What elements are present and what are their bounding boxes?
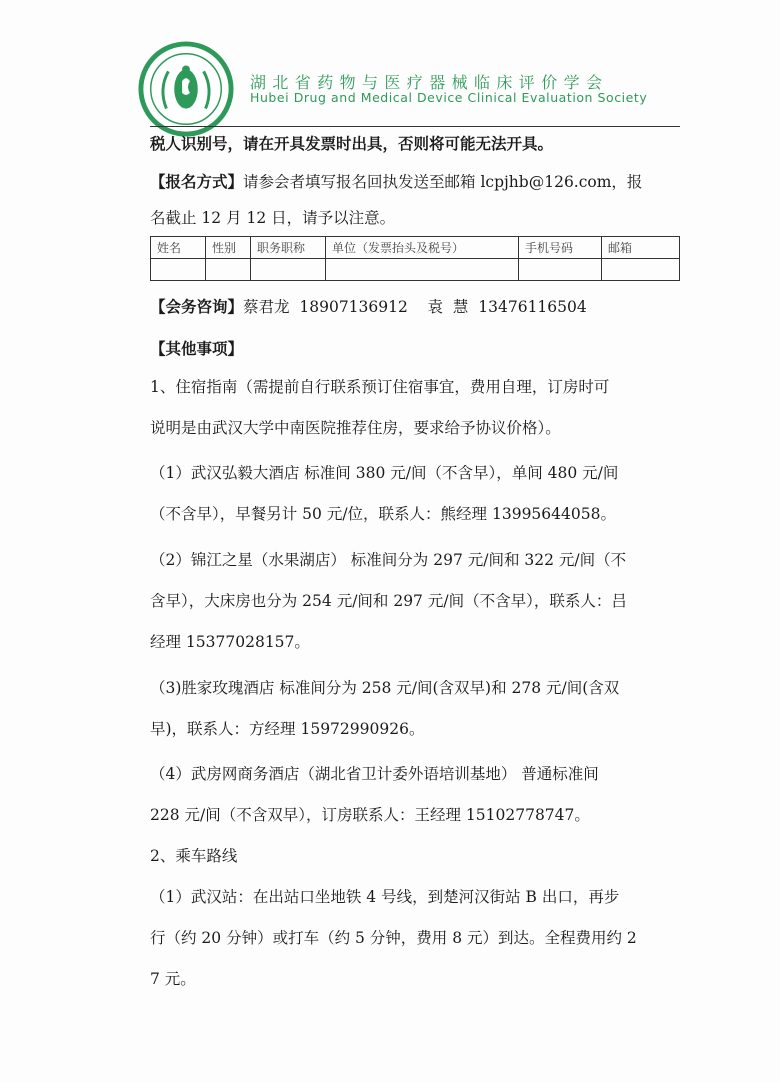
other-line: （1）武汉弘毅大酒店 标准间 380 元/间（不含早），单间 480 元/间 xyxy=(150,464,619,482)
table-cell xyxy=(326,259,519,281)
registration-title: 【报名方式】 xyxy=(150,173,244,191)
table-header-cell: 手机号码 xyxy=(519,237,602,259)
table-cell xyxy=(602,259,680,281)
letterhead xyxy=(0,0,780,130)
other-title: 【其他事项】 xyxy=(150,340,244,358)
table-header-cell: 邮箱 xyxy=(602,237,680,259)
other-line: 经理 15377028157。 xyxy=(150,633,310,651)
other-line: （2）锦江之星（水果湖店） 标准间分为 297 元/间和 322 元/间（不 xyxy=(150,551,627,569)
other-line: 228 元/间（不含双早），订房联系人：王经理 15102778747。 xyxy=(150,806,590,824)
other-items xyxy=(150,375,695,991)
table-cell xyxy=(206,259,251,281)
other-line: （1）武汉站：在出站口坐地铁 4 号线，到楚河汉街站 B 出口，再步 xyxy=(150,888,620,906)
table-header-cell: 职务职称 xyxy=(251,237,326,259)
other-line: 行（约 20 分钟）或打车（约 5 分钟，费用 8 元）到达。全程费用约 2 xyxy=(150,929,637,947)
society-logo-icon xyxy=(137,40,235,138)
other-line: 早)，联系人：方经理 15972990926。 xyxy=(150,720,425,738)
table-header-cell: 性别 xyxy=(206,237,251,259)
document-body xyxy=(150,132,695,991)
other-line: 说明是由武汉大学中南医院推荐住房，要求给予协议价格）。 xyxy=(150,419,561,437)
table-header-cell: 单位（发票抬头及税号） xyxy=(326,237,519,259)
header-divider xyxy=(150,126,680,127)
registration-text-2: 名截止 12 月 12 日，请予以注意。 xyxy=(150,209,396,227)
other-line: （3)胜家玫瑰酒店 标准间分为 258 元/间(含双早)和 278 元/间(含双 xyxy=(150,679,620,697)
org-name-en: Hubei Drug and Medical Device Clinical Evaluation Society xyxy=(250,90,648,105)
table-row xyxy=(151,259,680,281)
table-header-row xyxy=(151,237,680,259)
registration-line-1 xyxy=(150,170,695,194)
other-line: 7 元。 xyxy=(150,970,196,988)
other-line: （4）武房网商务酒店（湖北省卫计委外语培训基地） 普通标准间 xyxy=(150,765,599,783)
registration-text-1: 请参会者填写报名回执发送至邮箱 lcpjhb@126.com，报 xyxy=(243,173,643,191)
other-line: 2、乘车路线 xyxy=(150,847,238,865)
consult-title: 【会务咨询】 xyxy=(150,298,244,316)
table-header-cell: 姓名 xyxy=(151,237,206,259)
table-cell xyxy=(519,259,602,281)
table-cell xyxy=(151,259,206,281)
tax-note: 税人识别号，请在开具发票时出具，否则将可能无法开具。 xyxy=(150,134,554,153)
org-name-cn: 湖北省药物与医疗器械临床评价学会 xyxy=(250,73,609,92)
consult-line xyxy=(150,295,695,319)
table-cell xyxy=(251,259,326,281)
registration-table xyxy=(150,236,680,281)
other-line: 含早），大床房也分为 254 元/间和 297 元/间（不含早），联系人：吕 xyxy=(150,592,627,610)
other-line: （不含早），早餐另计 50 元/位，联系人：熊经理 13995644058。 xyxy=(150,505,616,523)
consult-contacts: 蔡君龙 18907136912 袁 慧 13476116504 xyxy=(243,298,587,316)
other-line: 1、住宿指南（需提前自行联系预订住宿事宜，费用自理，订房时可 xyxy=(150,378,610,396)
